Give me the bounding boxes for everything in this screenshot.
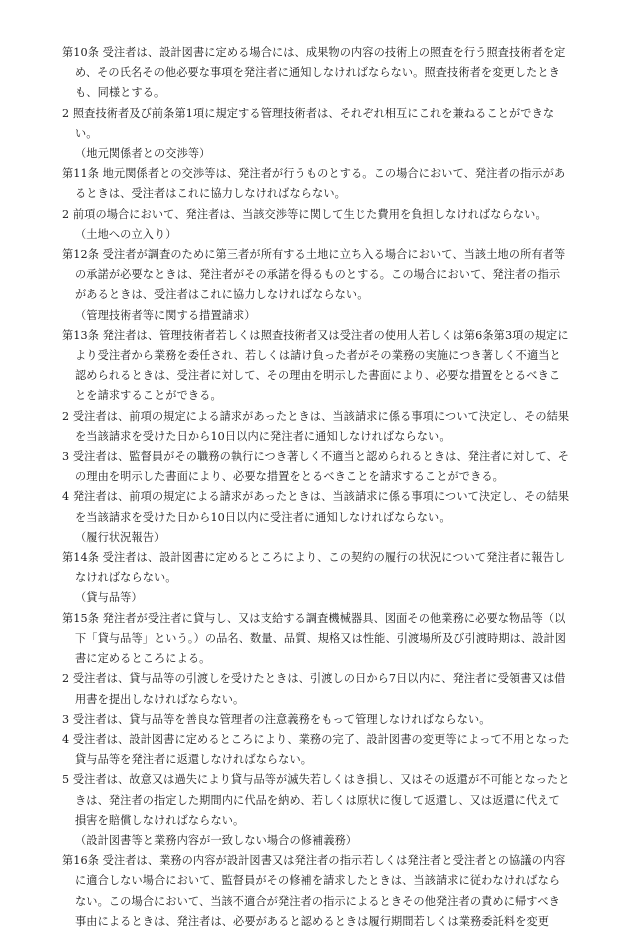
numbered-clause: 4 受注者は、設計図書に定めるところにより、業務の完了、設計図書の変更等によって不用となった貸与品等を発注者に返還しなければならない。 bbox=[62, 732, 570, 767]
article-caption: （土地への立入り） bbox=[75, 227, 177, 241]
numbered-clause: 4 発注者は、前項の規定による請求があったときは、当該請求に係る事項について決定し、その結果を当該請求を受けた日から10日以内に受注者に通知しなければならない。 bbox=[62, 490, 570, 524]
article-paragraph: 第13条 発注者は、管理技術者若しくは照査技術者又は受注者の使用人若しくは第6条第3項の規定により受注者から業務を委任され、若しくは請け負った者がその業務の実施につき著しく不適当と認められるときは、受注者に対して、その理由を明示した書面により、必要な措置をとるべきことを請求することができる。 bbox=[62, 328, 569, 403]
numbered-clause: 2 前項の場合において、発注者は、当該交渉等に関して生じた費用を負担しなければならない。 bbox=[62, 207, 547, 221]
article-caption: （設計図書等と業務内容が一致しない場合の修補義務） bbox=[75, 833, 358, 847]
numbered-clause: 2 受注者は、貸与品等の引渡しを受けたときは、引渡しの日から7日以内に、発注者に受領書又は借用書を提出しなければならない。 bbox=[62, 672, 566, 706]
article-paragraph: 第10条 受注者は、設計図書に定める場合には、成果物の内容の技術上の照査を行う照査技術者を定め、その氏名その他必要な事項を発注者に通知しなければならない。照査技術者を変更したときも、同様とする。 bbox=[62, 46, 566, 100]
article-caption: （貸与品等） bbox=[75, 591, 143, 605]
numbered-clause: 2 照査技術者及び前条第1項に規定する管理技術者は、それぞれ相互にこれを兼ねることができない。 bbox=[62, 106, 555, 140]
document-body bbox=[62, 43, 570, 932]
article-paragraph: 第16条 受注者は、業務の内容が設計図書又は発注者の指示若しくは発注者と受注者との協議の内容に適合しない場合において、監督員がその修補を請求したときは、当該請求に従わなければならない。この場合において、当該不適合が発注者の指示によるときその他発注者の責めに帰すべき事由によるときは、発注者は、必要があると認めるときは履行期間若しくは業務委託料を変更 bbox=[62, 854, 566, 928]
numbered-clause: 3 受注者は、監督員がその職務の執行につき著しく不適当と認められるときは、発注者に対して、その理由を明示した書面により、必要な措置をとるべきことを請求することができる。 bbox=[62, 450, 570, 484]
article-paragraph: 第14条 受注者は、設計図書に定めるところにより、この契約の履行の状況について発注者に報告しなければならない。 bbox=[62, 551, 566, 585]
numbered-clause: 5 受注者は、故意又は過失により貸与品等が滅失若しくはき損し、又はその返還が不可能となったときは、発注者の指定した期間内に代品を納め、若しくは原状に復して返還し、又は返還に代えて損害を賠償しなければならない。 bbox=[62, 773, 570, 827]
article-paragraph: 第11条 地元関係者との交渉等は、発注者が行うものとする。この場合において、発注者の指示があるときは、受注者はこれに協力しなければならない。 bbox=[62, 167, 566, 201]
article-caption: （地元関係者との交渉等） bbox=[75, 147, 211, 161]
article-paragraph: 第15条 発注者が受注者に貸与し、又は支給する調査機械器具、図面その他業務に必要な物品等（以下「貸与品等」という。）の品名、数量、品質、規格又は性能、引渡場所及び引渡時期は、設計図書に定めるところによる。 bbox=[62, 611, 567, 666]
numbered-clause: 3 受注者は、貸与品等を善良な管理者の注意義務をもって管理しなければならない。 bbox=[62, 712, 491, 726]
numbered-clause: 2 受注者は、前項の規定による請求があったときは、当該請求に係る事項について決定し、その結果を当該請求を受けた日から10日以内に発注者に通知しなければならない。 bbox=[62, 409, 570, 443]
article-caption: （履行状況報告） bbox=[75, 530, 166, 544]
article-paragraph: 第12条 受注者が調査のために第三者が所有する土地に立ち入る場合において、当該土地の所有者等の承諾が必要なときは、発注者がその承諾を得るものとする。この場合において、発注者の指示があるときは、受注者はこれに協力しなければならない。 bbox=[62, 248, 566, 302]
article-caption: （管理技術者等に関する措置請求） bbox=[75, 308, 256, 322]
